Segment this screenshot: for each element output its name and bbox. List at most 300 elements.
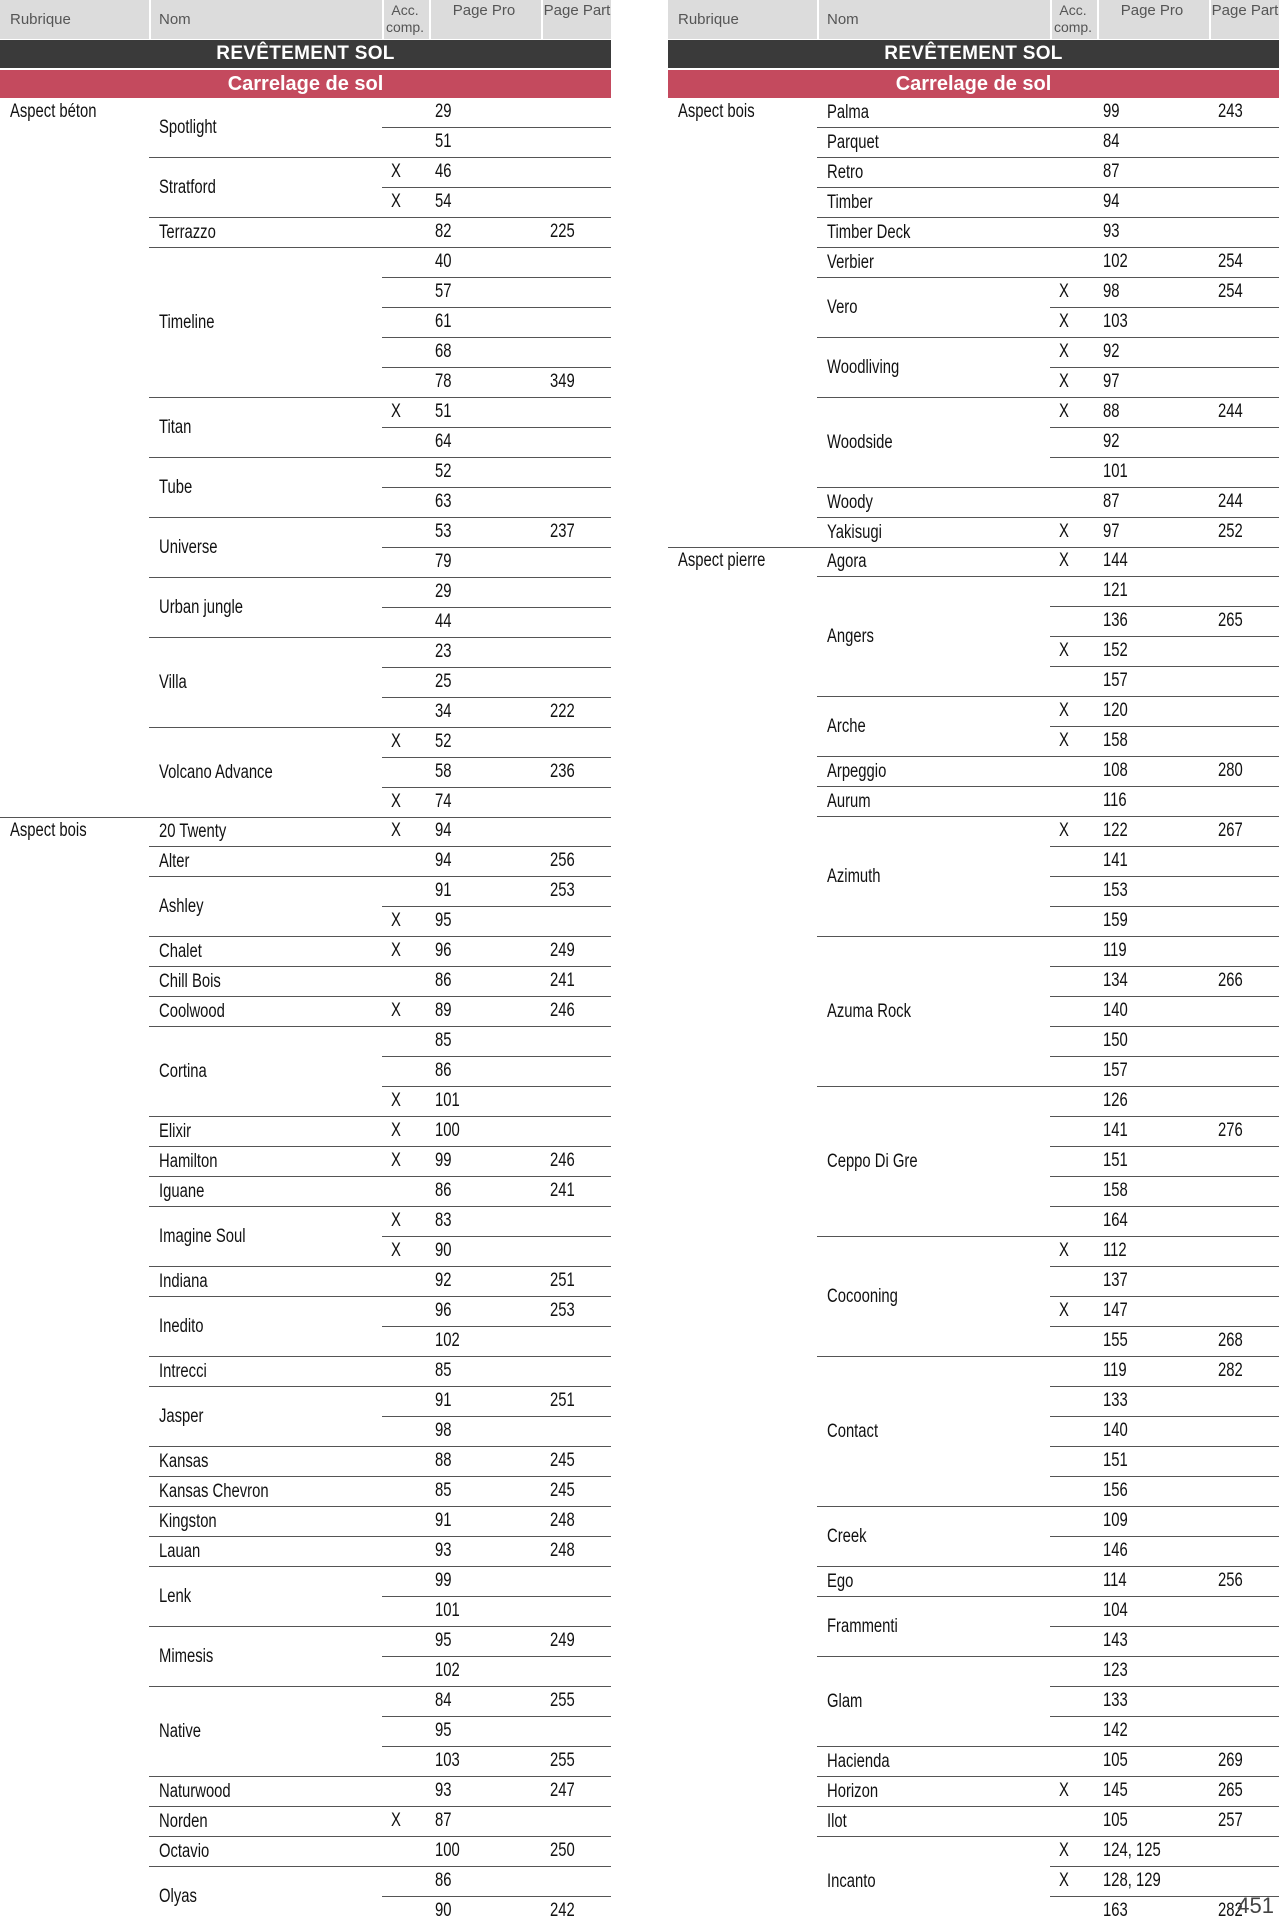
page-pro-cell: 86 — [435, 1060, 452, 1081]
table-row — [1050, 1626, 1279, 1656]
page-pro-cell: 91 — [435, 880, 452, 901]
page-pro-cell: 137 — [1103, 1270, 1128, 1291]
product-name: Imagine Soul — [159, 1225, 246, 1247]
product-row — [817, 1746, 1279, 1776]
page-pro-cell: 85 — [435, 1030, 452, 1051]
product-name: Iguane — [159, 1180, 205, 1202]
table-row — [1050, 218, 1279, 247]
page-pro-cell: 92 — [1103, 341, 1120, 362]
page-pro-cell: 85 — [435, 1480, 452, 1501]
product-row — [817, 277, 1279, 337]
table-row — [1050, 1837, 1279, 1866]
page-part-cell: 255 — [550, 1750, 575, 1771]
page-pro-cell: 89 — [435, 1000, 452, 1021]
product-row — [817, 1806, 1279, 1836]
rubrique-group — [668, 98, 1279, 547]
product-row — [817, 756, 1279, 786]
product-name: Terrazzo — [159, 221, 216, 243]
page-pro-cell: 133 — [1103, 1690, 1128, 1711]
page-pro-cell: 100 — [435, 1120, 460, 1141]
page-part-cell: 249 — [550, 1630, 575, 1651]
product-name: Verbier — [827, 251, 874, 273]
product-name: Horizon — [827, 1780, 879, 1802]
page-part-cell: 269 — [1218, 1750, 1243, 1771]
product-name: Hacienda — [827, 1750, 890, 1772]
table-row — [382, 1117, 611, 1146]
table-row — [1050, 547, 1279, 576]
product-name: Ceppo Di Gre — [827, 1150, 918, 1172]
page-pro-cell: 63 — [435, 491, 452, 512]
page-pro-cell: 153 — [1103, 880, 1128, 901]
product-name: Native — [159, 1720, 202, 1742]
product-name: Angers — [827, 625, 874, 647]
table-row — [382, 787, 611, 817]
page-pro-cell: 128, 129 — [1103, 1870, 1161, 1891]
page-pro-cell: 88 — [435, 1450, 452, 1471]
page-pro-cell: 87 — [1103, 491, 1120, 512]
table-row — [1050, 98, 1279, 127]
product-row — [149, 1356, 611, 1386]
product-row — [149, 936, 611, 966]
product-row — [149, 1866, 611, 1926]
page-pro-cell: 58 — [435, 761, 452, 782]
table-row — [1050, 846, 1279, 876]
table-row — [1050, 1777, 1279, 1806]
acc-comp-cell: X — [391, 820, 401, 841]
page-pro-cell: 155 — [1103, 1330, 1128, 1351]
page-part-cell: 241 — [550, 970, 575, 991]
table-row — [382, 906, 611, 936]
table-row — [1050, 787, 1279, 816]
product-row — [817, 696, 1279, 756]
acc-comp-cell: X — [1059, 371, 1069, 392]
page-part-cell: 253 — [550, 1300, 575, 1321]
acc-comp-cell: X — [391, 940, 401, 961]
acc-comp-cell: X — [1059, 1300, 1069, 1321]
table-row — [1050, 697, 1279, 726]
page-part-cell: 236 — [550, 761, 575, 782]
page-pro-cell: 103 — [435, 1750, 460, 1771]
product-row — [149, 1206, 611, 1266]
page-pro-cell: 151 — [1103, 1150, 1128, 1171]
page-pro-cell: 126 — [1103, 1090, 1128, 1111]
section-title: REVÊTEMENT SOL — [0, 39, 611, 68]
rubrique-group — [668, 547, 1279, 1926]
page-pro-cell: 99 — [1103, 101, 1120, 122]
product-row — [149, 397, 611, 457]
table-row — [1050, 1657, 1279, 1686]
product-name: Aurum — [827, 790, 871, 812]
page-pro-cell: 100 — [435, 1840, 460, 1861]
product-name: Olyas — [159, 1885, 197, 1907]
product-name: Azuma Rock — [827, 1000, 912, 1022]
product-row — [149, 1386, 611, 1446]
page-part-cell: 248 — [550, 1540, 575, 1561]
page-part-cell: 276 — [1218, 1120, 1243, 1141]
table-row — [1050, 726, 1279, 756]
table-row — [382, 337, 611, 367]
page-pro-cell: 146 — [1103, 1540, 1128, 1561]
page-part-cell: 248 — [550, 1510, 575, 1531]
table-row — [382, 98, 611, 127]
acc-comp-cell: X — [1059, 550, 1069, 571]
product-name: Woody — [827, 491, 873, 513]
page-part-cell: 251 — [550, 1390, 575, 1411]
product-row — [149, 1536, 611, 1566]
table-row — [1050, 1237, 1279, 1266]
header-acc-comp: Acc. comp. — [1053, 2, 1093, 35]
page-pro-cell: 88 — [1103, 401, 1120, 422]
product-name: Contact — [827, 1420, 879, 1442]
table-row — [1050, 1866, 1279, 1896]
table-row — [1050, 817, 1279, 846]
page-part-cell: 246 — [550, 1000, 575, 1021]
table-row — [382, 277, 611, 307]
page-part-cell: 268 — [1218, 1330, 1243, 1351]
page-pro-cell: 102 — [435, 1330, 460, 1351]
acc-comp-cell: X — [1059, 401, 1069, 422]
table-row — [382, 1896, 611, 1926]
table-row — [1050, 1326, 1279, 1356]
product-name: Norden — [159, 1810, 208, 1832]
product-row — [149, 1566, 611, 1626]
table-row — [1050, 188, 1279, 217]
table-row — [1050, 278, 1279, 307]
table-row — [1050, 367, 1279, 397]
right-column — [668, 0, 1279, 1926]
header-rubrique: Rubrique — [10, 11, 71, 28]
page-pro-cell: 101 — [1103, 461, 1128, 482]
page-pro-cell: 95 — [435, 910, 452, 931]
table-row — [382, 1056, 611, 1086]
page-pro-cell: 94 — [435, 850, 452, 871]
page-part-cell: 246 — [550, 1150, 575, 1171]
page-pro-cell: 97 — [1103, 521, 1120, 542]
table-row — [1050, 757, 1279, 786]
product-name: Stratford — [159, 176, 216, 198]
page-pro-cell: 101 — [435, 1090, 460, 1111]
product-name: Arche — [827, 715, 866, 737]
page-pro-cell: 46 — [435, 161, 452, 182]
acc-comp-cell: X — [391, 1000, 401, 1021]
table-row — [382, 1656, 611, 1686]
page-part-cell: 245 — [550, 1450, 575, 1471]
table-row — [382, 1387, 611, 1416]
page-pro-cell: 151 — [1103, 1450, 1128, 1471]
page-part-cell: 265 — [1218, 610, 1243, 631]
page-part-cell: 280 — [1218, 760, 1243, 781]
table-row — [1050, 1116, 1279, 1146]
page-pro-cell: 114 — [1103, 1570, 1127, 1591]
product-name: Chill Bois — [159, 970, 221, 992]
page-pro-cell: 150 — [1103, 1030, 1128, 1051]
table-row — [382, 1687, 611, 1716]
table-body — [668, 98, 1279, 1926]
product-row — [817, 247, 1279, 277]
page-pro-cell: 86 — [435, 970, 452, 991]
page-pro-cell: 61 — [435, 311, 452, 332]
table-row — [382, 1627, 611, 1656]
product-name: Agora — [827, 550, 867, 572]
table-row — [382, 1807, 611, 1836]
page-pro-cell: 92 — [1103, 431, 1120, 452]
product-row — [149, 727, 611, 817]
acc-comp-cell: X — [1059, 1240, 1069, 1261]
table-row — [382, 1837, 611, 1866]
page-pro-cell: 119 — [1103, 940, 1127, 961]
product-row — [817, 1776, 1279, 1806]
acc-comp-cell: X — [391, 1090, 401, 1111]
product-name: Hamilton — [159, 1150, 218, 1172]
page-pro-cell: 23 — [435, 641, 452, 662]
product-name: Kansas — [159, 1450, 209, 1472]
product-name: Indiana — [159, 1270, 208, 1292]
table-row — [382, 1357, 611, 1386]
acc-comp-cell: X — [1059, 341, 1069, 362]
table-row — [382, 248, 611, 277]
table-row — [1050, 1686, 1279, 1716]
page-part-cell: 250 — [550, 1840, 575, 1861]
page-pro-cell: 78 — [435, 371, 452, 392]
product-name: Timber — [827, 191, 873, 213]
product-row — [817, 217, 1279, 247]
page-pro-cell: 163 — [1103, 1900, 1128, 1921]
acc-comp-cell: X — [391, 1240, 401, 1261]
table-row — [382, 1567, 611, 1596]
product-row — [817, 487, 1279, 517]
page-part-cell: 251 — [550, 1270, 575, 1291]
page-pro-cell: 52 — [435, 731, 452, 752]
product-name: Tube — [159, 476, 193, 498]
header-nom: Nom — [159, 11, 191, 28]
page-pro-cell: 99 — [435, 1150, 452, 1171]
table-row — [1050, 1597, 1279, 1626]
page-pro-cell: 90 — [435, 1240, 452, 1261]
page-pro-cell: 86 — [435, 1870, 452, 1891]
page-part-cell: 242 — [550, 1900, 575, 1921]
page-pro-cell: 144 — [1103, 550, 1128, 571]
page-pro-cell: 87 — [435, 1810, 452, 1831]
product-row — [817, 1506, 1279, 1566]
product-name: Woodside — [827, 431, 893, 453]
page-pro-cell: 101 — [435, 1600, 460, 1621]
product-name: Incanto — [827, 1870, 876, 1892]
page-pro-cell: 141 — [1103, 1120, 1128, 1141]
product-name: Alter — [159, 850, 190, 872]
product-name: Retro — [827, 161, 864, 183]
table-row — [1050, 1296, 1279, 1326]
page-pro-cell: 82 — [435, 221, 452, 242]
page-pro-cell: 102 — [435, 1660, 460, 1681]
page-pro-cell: 94 — [435, 820, 452, 841]
product-row — [149, 1686, 611, 1776]
page-part-cell: 349 — [550, 371, 575, 392]
page-pro-cell: 147 — [1103, 1300, 1128, 1321]
page-pro-cell: 83 — [435, 1210, 452, 1231]
page-pro-cell: 87 — [1103, 161, 1120, 182]
table-row — [382, 1537, 611, 1566]
product-name: Lenk — [159, 1585, 192, 1607]
page-pro-cell: 54 — [435, 191, 452, 212]
product-row — [149, 1626, 611, 1686]
page-part-cell: 225 — [550, 221, 575, 242]
product-row — [817, 576, 1279, 696]
page-number: 451 — [1237, 1893, 1274, 1918]
page-part-cell: 257 — [1218, 1810, 1243, 1831]
page-pro-cell: 29 — [435, 581, 452, 602]
acc-comp-cell: X — [1059, 1780, 1069, 1801]
product-name: Chalet — [159, 940, 202, 962]
table-row — [1050, 577, 1279, 606]
table-row — [1050, 1747, 1279, 1776]
table-row — [382, 1297, 611, 1326]
product-row — [817, 1356, 1279, 1506]
header-nom: Nom — [827, 11, 859, 28]
product-row — [149, 517, 611, 577]
table-row — [1050, 1446, 1279, 1476]
table-row — [382, 937, 611, 966]
product-row — [817, 1086, 1279, 1236]
table-row — [1050, 1807, 1279, 1836]
product-name: Octavio — [159, 1840, 210, 1862]
table-row — [382, 547, 611, 577]
product-row — [149, 1476, 611, 1506]
table-row — [1050, 1087, 1279, 1116]
page-pro-cell: 156 — [1103, 1480, 1128, 1501]
product-name: Cortina — [159, 1060, 207, 1082]
table-row — [1050, 1146, 1279, 1176]
product-name: Elixir — [159, 1120, 192, 1142]
acc-comp-cell: X — [391, 1810, 401, 1831]
page-pro-cell: 91 — [435, 1390, 452, 1411]
acc-comp-cell: X — [1059, 311, 1069, 332]
acc-comp-cell: X — [391, 791, 401, 812]
table-row — [382, 757, 611, 787]
table-row — [1050, 1056, 1279, 1086]
acc-comp-cell: X — [391, 910, 401, 931]
page-pro-cell: 93 — [435, 1780, 452, 1801]
acc-comp-cell: X — [1059, 640, 1069, 661]
page-pro-cell: 108 — [1103, 760, 1128, 781]
page-pro-cell: 40 — [435, 251, 452, 272]
page-pro-cell: 51 — [435, 401, 452, 422]
page-pro-cell: 96 — [435, 940, 452, 961]
product-row — [149, 876, 611, 936]
product-name: Universe — [159, 536, 218, 558]
table-row — [382, 398, 611, 427]
page-pro-cell: 134 — [1103, 970, 1128, 991]
page-part-cell: 266 — [1218, 970, 1243, 991]
product-name: Azimuth — [827, 865, 881, 887]
product-row — [817, 1836, 1279, 1926]
product-row — [149, 637, 611, 727]
table-row — [382, 1596, 611, 1626]
table-row — [382, 1746, 611, 1776]
table-row — [1050, 666, 1279, 696]
table-row — [382, 877, 611, 906]
acc-comp-cell: X — [391, 1150, 401, 1171]
page-part-cell: 249 — [550, 940, 575, 961]
table-body — [0, 98, 611, 1926]
page-pro-cell: 157 — [1103, 1060, 1128, 1081]
table-row — [382, 367, 611, 397]
acc-comp-cell: X — [391, 1210, 401, 1231]
page-part-cell: 254 — [1218, 281, 1243, 302]
page-pro-cell: 164 — [1103, 1210, 1128, 1231]
table-row — [1050, 457, 1279, 487]
table-row — [382, 1416, 611, 1446]
table-row — [1050, 1026, 1279, 1056]
page-pro-cell: 96 — [435, 1300, 452, 1321]
product-row — [149, 1446, 611, 1476]
table-row — [1050, 128, 1279, 157]
product-name: 20 Twenty — [159, 820, 227, 842]
rubrique-label: Aspect bois — [10, 820, 87, 841]
table-row — [1050, 1716, 1279, 1746]
table-header — [0, 0, 611, 39]
table-row — [382, 427, 611, 457]
product-row — [817, 517, 1279, 547]
product-name: Jasper — [159, 1405, 204, 1427]
page-pro-cell: 121 — [1103, 580, 1128, 601]
page-part-cell: 241 — [550, 1180, 575, 1201]
page-pro-cell: 92 — [435, 1270, 452, 1291]
product-row — [817, 936, 1279, 1086]
page-pro-cell: 136 — [1103, 610, 1128, 631]
page-pro-cell: 74 — [435, 791, 452, 812]
table-row — [382, 187, 611, 217]
table-row — [1050, 518, 1279, 547]
product-row — [817, 1236, 1279, 1356]
product-name: Mimesis — [159, 1645, 214, 1667]
product-row — [149, 966, 611, 996]
page-pro-cell: 99 — [435, 1570, 452, 1591]
page-part-cell: 222 — [550, 701, 575, 722]
acc-comp-cell: X — [391, 191, 401, 212]
page-pro-cell: 53 — [435, 521, 452, 542]
page-pro-cell: 34 — [435, 701, 452, 722]
page-pro-cell: 145 — [1103, 1780, 1128, 1801]
table-row — [1050, 1266, 1279, 1296]
page-pro-cell: 57 — [435, 281, 452, 302]
table-row — [1050, 606, 1279, 636]
acc-comp-cell: X — [1059, 700, 1069, 721]
page-pro-cell: 86 — [435, 1180, 452, 1201]
page-pro-cell: 97 — [1103, 371, 1120, 392]
table-row — [382, 728, 611, 757]
product-row — [149, 846, 611, 876]
page-part-cell: 243 — [1218, 101, 1243, 122]
rubrique-group — [0, 817, 611, 1926]
product-row — [149, 247, 611, 397]
page-pro-cell: 112 — [1103, 1240, 1127, 1261]
page-part-cell: 256 — [550, 850, 575, 871]
page-part-cell: 265 — [1218, 1780, 1243, 1801]
header-page-pro: Page Pro — [452, 2, 516, 19]
page-part-cell: 244 — [1218, 401, 1243, 422]
page-pro-cell: 158 — [1103, 1180, 1128, 1201]
product-row — [149, 1176, 611, 1206]
page-pro-cell: 141 — [1103, 850, 1128, 871]
table-row — [382, 638, 611, 667]
header-rubrique: Rubrique — [678, 11, 739, 28]
table-row — [382, 307, 611, 337]
table-row — [1050, 1507, 1279, 1536]
acc-comp-cell: X — [1059, 521, 1069, 542]
table-row — [382, 458, 611, 487]
product-row — [817, 157, 1279, 187]
product-name: Frammenti — [827, 1615, 898, 1637]
